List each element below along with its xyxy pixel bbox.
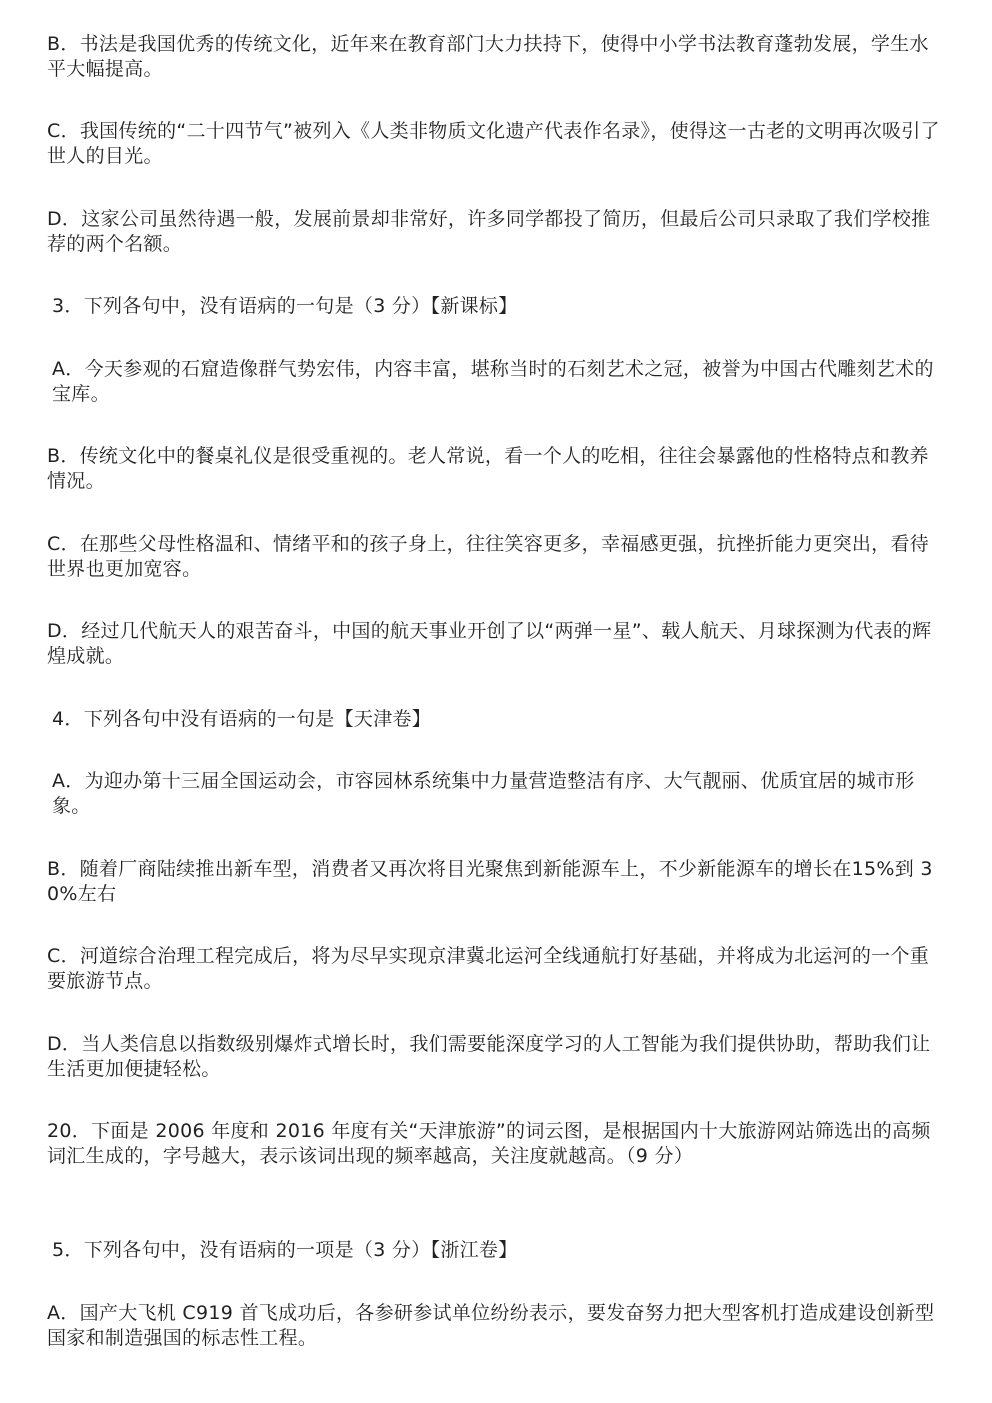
option-d-q3: D．经过几代航天人的艰苦奋斗，中国的航天事业开创了以“两弹一星”、载人航天、月球探测为代表的辉煌成就。 [47,620,932,667]
option-b-q3: B．传统文化中的餐桌礼仪是很受重视的。老人常说，看一个人的吃相，往往会暴露他的性格特点和教养情况。 [47,445,929,492]
option-a-q5: A．国产大飞机 C919 首飞成功后，各参研参试单位纷纷表示，要发奋努力把大型客机打造成建设创新型国家和制造强国的标志性工程。 [47,1302,935,1349]
option-b-q2: B．书法是我国优秀的传统文化，近年来在教育部门大力扶持下，使得中小学书法教育蓬勃发展，学生水平大幅提高。 [47,33,929,80]
question-4: 4．下列各句中没有语病的一句是【天津卷】 [52,708,432,730]
option-d-q2: D．这家公司虽然待遇一般，发展前景却非常好，许多同学都投了简历，但最后公司只录取了我们学校推荐的两个名额。 [47,208,931,255]
question-20: 20．下面是 2006 年度和 2016 年度有关“天津旅游”的词云图，是根据国内十大旅游网站筛选出的高频词汇生成的，字号越大，表示该词出现的频率越高，关注度就越高。（9 分） [47,1120,931,1167]
question-5: 5．下列各句中，没有语病的一项是（3 分）【浙江卷】 [52,1239,518,1261]
option-a-q3: A．今天参观的石窟造像群气势宏伟，内容丰富，堪称当时的石刻艺术之冠，被誉为中国古代雕刻艺术的宝库。 [52,358,934,405]
option-d-q4: D．当人类信息以指数级别爆炸式增长时，我们需要能深度学习的人工智能为我们提供协助，帮助我们让生活更加便捷轻松。 [47,1033,931,1080]
option-c-q3: C．在那些父母性格温和、情绪平和的孩子身上，往往笑容更多，幸福感更强，抗挫折能力更突出，看待世界也更加宽容。 [47,533,930,580]
question-3: 3．下列各句中，没有语病的一句是（3 分）【新课标】 [52,295,518,317]
option-a-q4: A．为迎办第十三届全国运动会，市容园林系统集中力量营造整洁有序、大气靓丽、优质宜居的城市形象。 [52,770,915,817]
option-b-q4: B．随着厂商陆续推出新车型，消费者又再次将目光聚焦到新能源车上，不少新能源车的增长在15%到 30%左右 [47,858,933,905]
option-c-q2: C．我国传统的“二十四节气”被列入《人类非物质文化遗产代表作名录》，使得这一古老的文明再次吸引了世人的目光。 [47,120,940,167]
option-c-q4: C．河道综合治理工程完成后，将为尽早实现京津冀北运河全线通航打好基础，并将成为北运河的一个重要旅游节点。 [47,945,930,992]
